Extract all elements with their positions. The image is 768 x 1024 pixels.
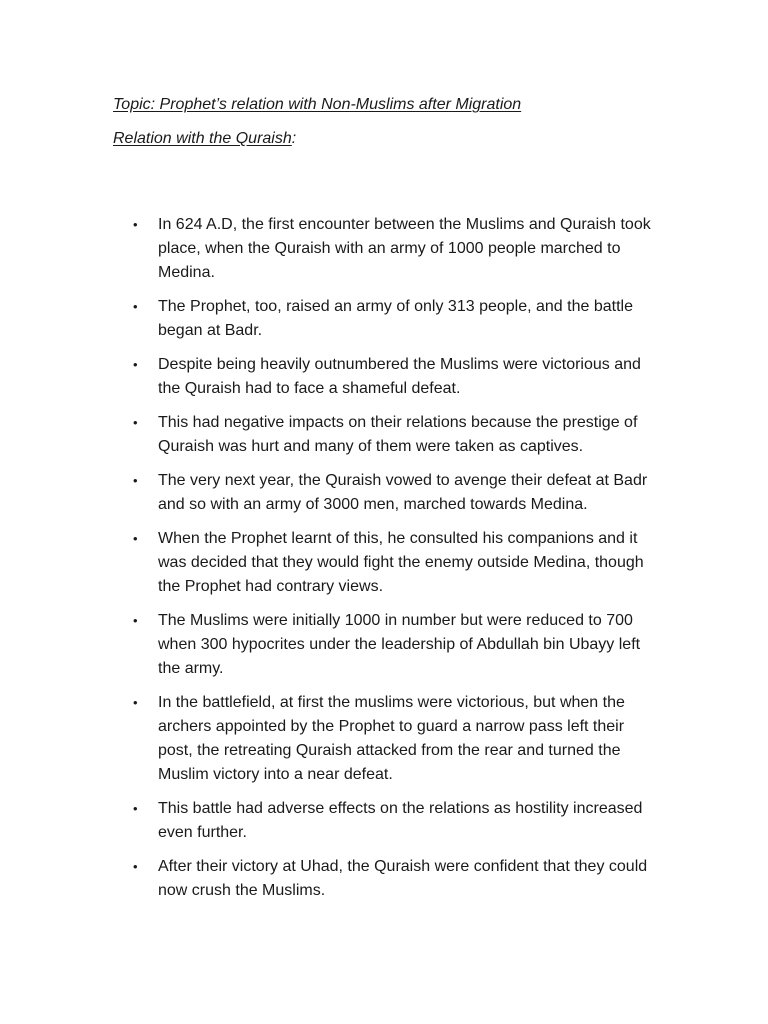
bullet-text: Despite being heavily outnumbered the Muslims were victorious and the Quraish had to face a shameful defeat. bbox=[158, 356, 641, 397]
section-heading-colon: : bbox=[291, 130, 297, 147]
bullet-text: This had negative impacts on their relations because the prestige of Quraish was hurt and many of them were taken as captives. bbox=[158, 414, 638, 455]
bullet-icon: • bbox=[133, 473, 138, 488]
bullet-icon: • bbox=[133, 415, 138, 430]
section-heading bbox=[113, 129, 296, 149]
topic-heading bbox=[113, 95, 521, 115]
bullet-text: In 624 A.D, the first encounter between the Muslims and Quraish took place, when the Quraish with an army of 1000 people marched to Medina. bbox=[158, 216, 651, 281]
bullet-icon: • bbox=[133, 299, 138, 314]
bullet-text: The very next year, the Quraish vowed to avenge their defeat at Badr and so with an army of 3000 men, marched towards Medina. bbox=[158, 472, 648, 513]
bullet-text: When the Prophet learnt of this, he consulted his companions and it was decided that they would fight the enemy outside Medina, though the Prophet had contrary views. bbox=[158, 530, 644, 595]
bullet-text: The Muslims were initially 1000 in number but were reduced to 700 when 300 hypocrites under the leadership of Abdullah bin Ubayy left the army. bbox=[158, 612, 641, 677]
bullet-item bbox=[0, 411, 658, 459]
bullet-icon: • bbox=[133, 801, 138, 816]
bullet-item bbox=[0, 797, 658, 845]
bullet-item bbox=[0, 353, 658, 401]
bullet-icon: • bbox=[133, 357, 138, 372]
bullet-icon: • bbox=[133, 531, 138, 546]
bullet-item bbox=[0, 295, 658, 343]
section-heading-text: Relation with the Quraish bbox=[113, 130, 292, 147]
bullet-text: In the battlefield, at first the muslims were victorious, but when the archers appointed by the Prophet to guard a narrow pass left their post, the retreating Quraish attacked from the rear and turned the Muslim victory into a near defeat. bbox=[158, 694, 625, 783]
bullet-item bbox=[0, 527, 658, 599]
bullet-icon: • bbox=[133, 217, 138, 232]
bullet-item bbox=[0, 213, 658, 285]
bullet-item bbox=[0, 691, 658, 787]
bullet-icon: • bbox=[133, 613, 138, 628]
bullet-icon: • bbox=[133, 859, 138, 874]
bullet-text: After their victory at Uhad, the Quraish were confident that they could now crush the Muslims. bbox=[158, 858, 648, 899]
bullet-text: This battle had adverse effects on the relations as hostility increased even further. bbox=[158, 800, 643, 841]
bullet-list bbox=[0, 213, 768, 913]
bullet-icon: • bbox=[133, 695, 138, 710]
bullet-text: The Prophet, too, raised an army of only 313 people, and the battle began at Badr. bbox=[158, 298, 633, 339]
bullet-item bbox=[0, 609, 658, 681]
bullet-item bbox=[0, 855, 658, 903]
bullet-item bbox=[0, 469, 658, 517]
topic-heading-text: Topic: Prophet’s relation with Non-Muslims after Migration bbox=[113, 96, 522, 113]
